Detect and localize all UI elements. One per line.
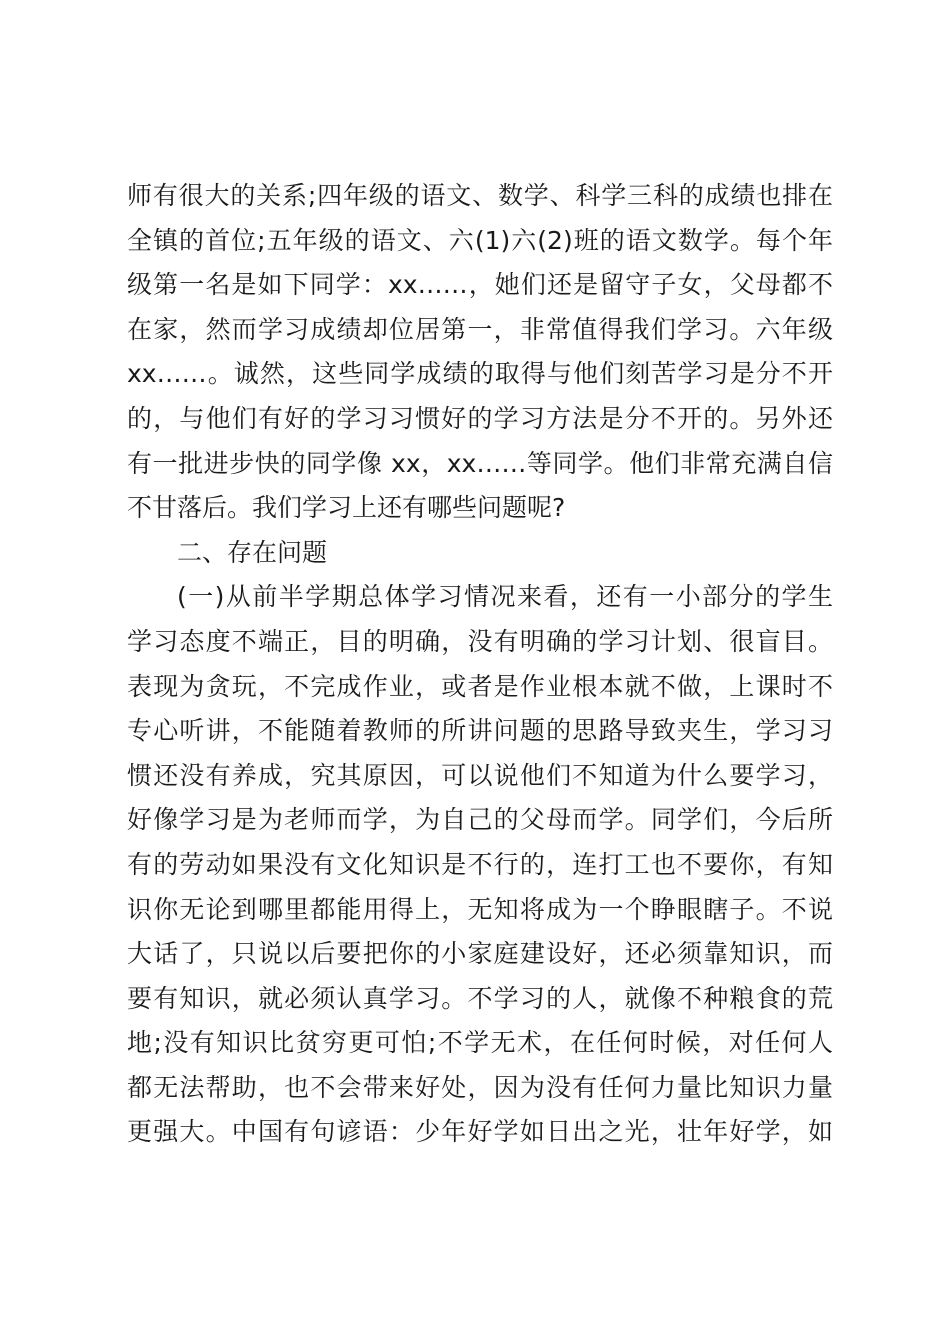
body-text <box>127 174 833 1155</box>
text-line: 有的劳动如果没有文化知识是不行的，连打工也不要你，有知 <box>127 849 833 879</box>
text-line: 大话了，只说以后要把你的小家庭建设好，还必须靠知识，而 <box>127 939 833 969</box>
text-line: 学习态度不端正，目的明确，没有明确的学习计划、很盲目。 <box>127 626 833 656</box>
text-line: 好像学习是为老师而学，为自己的父母而学。同学们，今后所 <box>127 805 833 835</box>
text-line: 地;没有知识比贫穷更可怕;不学无术，在任何时候，对任何人 <box>127 1028 833 1058</box>
text-line: 要有知识，就必须认真学习。不学习的人，就像不种粮食的荒 <box>127 983 833 1013</box>
text-line: 识你无论到哪里都能用得上，无知将成为一个睁眼瞎子。不说 <box>127 894 833 924</box>
section-heading: 二、存在问题 <box>177 537 328 567</box>
text-line: 专心听讲，不能随着教师的所讲问题的思路导致夹生，学习习 <box>127 716 833 746</box>
text-line: 不甘落后。我们学习上还有哪些问题呢? <box>127 493 566 523</box>
text-line: 师有很大的关系;四年级的语文、数学、科学三科的成绩也排在 <box>127 181 833 210</box>
text-line: (一)从前半学期总体学习情况来看，还有一小部分的学生 <box>177 582 833 612</box>
text-line: 更强大。中国有句谚语：少年好学如日出之光，壮年好学，如 <box>127 1117 833 1147</box>
text-line: 都无法帮助，也不会带来好处，因为没有任何力量比知识力量 <box>127 1072 833 1102</box>
text-line: 级第一名是如下同学：xx……，她们还是留守子女，父母都不 <box>127 270 833 300</box>
text-line: 在家，然而学习成绩却位居第一，非常值得我们学习。六年级 <box>127 314 833 344</box>
text-line: 有一批进步快的同学像 xx，xx……等同学。他们非常充满自信 <box>127 448 833 478</box>
text-line: 的，与他们有好的学习习惯好的学习方法是分不开的。另外还 <box>127 403 833 433</box>
text-line: 表现为贪玩，不完成作业，或者是作业根本就不做，上课时不 <box>127 671 833 701</box>
text-line: xx……。诚然，这些同学成绩的取得与他们刻苦学习是分不开 <box>127 359 833 389</box>
text-line: 惯还没有养成，究其原因，可以说他们不知道为什么要学习， <box>127 760 833 790</box>
text-line: 全镇的首位;五年级的语文、六(1)六(2)班的语文数学。每个年 <box>127 225 833 255</box>
